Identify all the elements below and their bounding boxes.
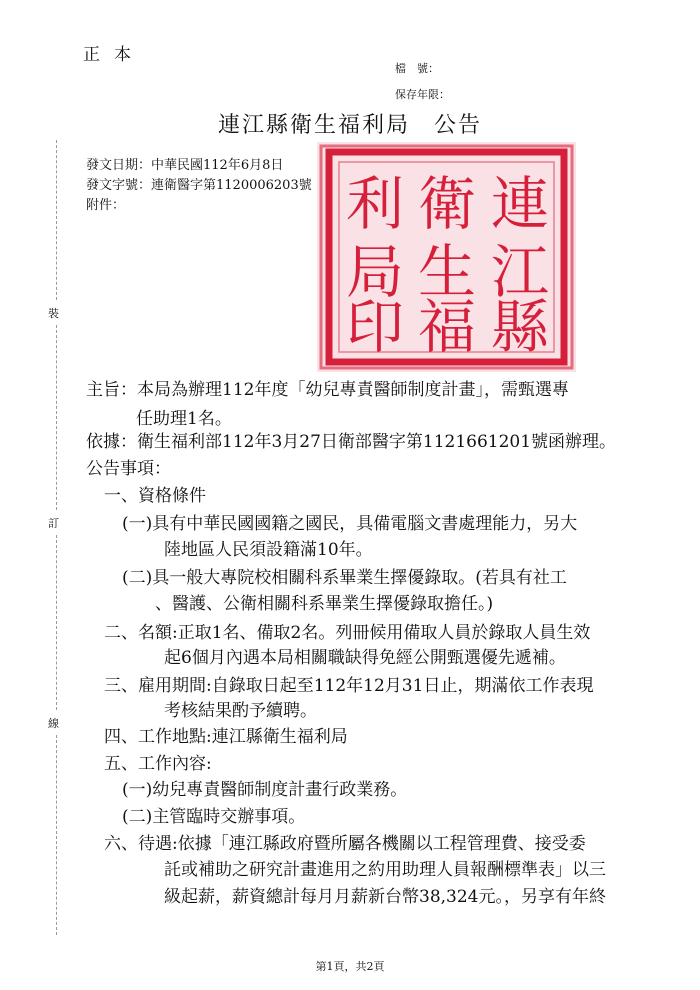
archive-info [395,56,450,108]
section-5-item-a: (一)幼兒專責醫師制度計畫行政業務。 [122,780,408,800]
binding-mark-order: 訂 [48,517,59,530]
document-title: 連江縣衛生福利局 公告 [217,113,482,138]
svg-text:局: 局 [345,238,405,306]
binding-line-bottom [56,735,57,935]
binding-line-lower [56,535,57,710]
binding-mark-line: 線 [48,717,59,730]
file-number-label: 檔 號： [395,62,439,75]
document-number: 發文字號：連衛醫字第1120006203號 [86,178,312,193]
section-4: 四、工作地點:連江縣衛生福利局 [104,727,348,747]
basis-line: 依據：衛生福利部112年3月27日衛部醫字第1121661201號函辦理。 [86,432,617,452]
svg-text:衛: 衛 [417,170,477,238]
svg-text:生: 生 [417,238,477,306]
retention-label: 保存年限： [395,88,450,101]
copy-label: 正本 [83,45,145,65]
section-6-line-3: 級起薪，薪資總計每月月薪新台幣38,324元。，另享有年終 [164,887,606,907]
section-1-title: 一、資格條件 [104,486,206,506]
section-1-item-b-line-1: (二)具一般大專院校相關科系畢業生擇優錄取。(若具有社工 [122,568,567,588]
section-2-line-2: 起6個月內遇本局相關職缺得免經公開甄選優先遞補。 [164,648,566,668]
binding-mark-bind: 裝 [48,307,59,320]
section-1-item-a-line-2: 陸地區人民須設籍滿10年。 [164,540,373,560]
items-heading: 公告事項： [86,459,171,479]
attachment: 附件： [86,198,126,213]
section-5-title: 五、工作內容: [104,754,212,774]
svg-text:江: 江 [490,238,550,306]
svg-text:利: 利 [345,170,405,238]
section-1-item-b-line-2: 、醫護、公衛相關科系畢業生擇優錄取擔任。) [155,594,494,614]
section-5-item-b: (二)主管臨時交辦事項。 [122,807,306,827]
section-2-line-1: 二、名額:正取1名、備取2名。列冊候用備取人員於錄取人員生效 [104,623,591,643]
page-number: 第1頁，共2頁 [315,960,385,973]
binding-line-top [56,140,57,300]
section-1-item-a-line-1: (一)具有中華民國國籍之國民，具備電腦文書處理能力，另大 [122,514,578,534]
issue-date: 發文日期：中華民國112年6月8日 [86,158,284,173]
binding-line-mid [56,325,57,510]
svg-text:印: 印 [345,293,405,361]
svg-text:連: 連 [490,170,550,238]
svg-text:福: 福 [417,293,477,361]
document-meta [86,156,312,216]
section-3-line-2: 考核結果酌予續聘。 [164,701,317,721]
svg-text:縣: 縣 [490,293,550,361]
subject-line-2: 任助理1名。 [136,409,232,429]
section-6-line-1: 六、待遇:依據「連江縣政府暨所屬各機關以工程管理費、接受委 [104,834,586,854]
section-3-line-1: 三、雇用期間:自錄取日起至112年12月31日止，期滿依工作表現 [104,676,594,696]
subject-line-1: 主旨：本局為辦理112年度「幼兒專責醫師制度計畫」，需甄選專 [86,380,569,400]
official-seal [317,142,576,372]
section-6-line-2: 託或補助之研究計畫進用之約用助理人員報酬標準表」以三 [164,860,606,880]
